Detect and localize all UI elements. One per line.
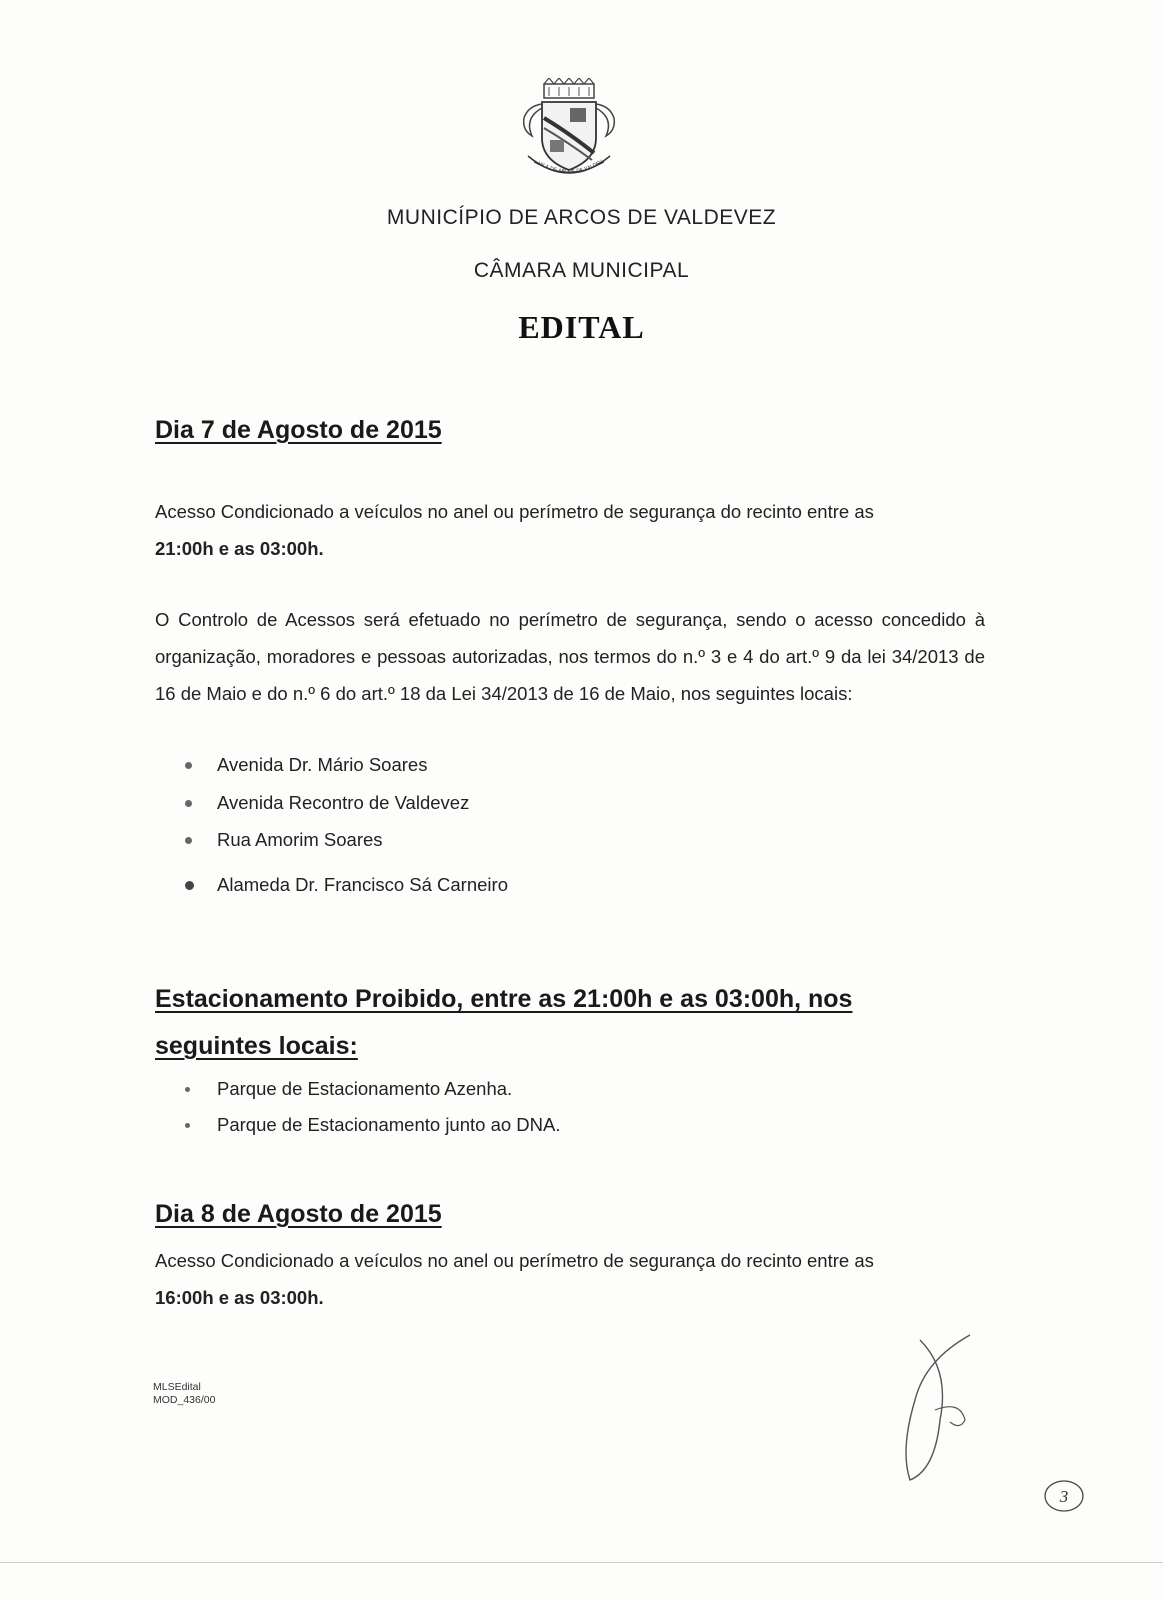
section-heading-day-8: Dia 8 de Agosto de 2015 <box>155 1200 442 1228</box>
section-heading-parking-line1: Estacionamento Proibido, entre as 21:00h e as 03:00h, nos <box>155 985 853 1013</box>
location-label: Avenida Recontro de Valdevez <box>217 792 470 813</box>
parking-location-label: Parque de Estacionamento Azenha. <box>217 1078 513 1099</box>
section3-access-text: Acesso Condicionado a veículos no anel ou perímetro de segurança do recinto entre as <box>155 1250 874 1271</box>
section1-access-text: Acesso Condicionado a veículos no anel ou perímetro de segurança do recinto entre as <box>155 501 874 522</box>
bullet-icon <box>185 762 192 769</box>
bullet-icon <box>185 1087 190 1092</box>
section-heading-parking-line2: seguintes locais: <box>155 1032 358 1060</box>
footer-line-1: MLSEdital <box>153 1381 201 1393</box>
footer-ref <box>153 1381 215 1407</box>
handwritten-signature <box>890 1330 1000 1510</box>
location-label: Rua Amorim Soares <box>217 829 383 850</box>
document-type-title: EDITAL <box>518 309 645 345</box>
section3-access-hours: 16:00h e as 03:00h. <box>155 1287 324 1308</box>
section3-access-paragraph <box>155 1242 985 1316</box>
bullet-icon <box>185 800 192 807</box>
section1-control-paragraph: O Controlo de Acessos será efetuado no perímetro de segurança, sendo o acesso concedido à organização, moradores e pessoas autorizadas, nos termos do n.º 3 e 4 do art.º 9 da lei 34/2013 de 16 de Maio e do n.º 6 do art.º 18 da Lei 34/2013 de 16 de Maio, nos seguintes locais: <box>155 609 985 704</box>
bullet-icon <box>185 837 192 844</box>
bullet-icon <box>185 1123 190 1128</box>
location-label: Avenida Dr. Mário Soares <box>217 754 428 775</box>
bullet-icon <box>185 881 194 890</box>
section1-access-hours: 21:00h e as 03:00h. <box>155 538 324 559</box>
footer-line-2: MOD_436/00 <box>153 1394 216 1406</box>
page-number-stamp <box>1042 1478 1086 1514</box>
location-label: Alameda Dr. Francisco Sá Carneiro <box>217 874 508 895</box>
seal-ribbon-text: VILA DE ARCOS DE VALDEV <box>536 159 605 176</box>
coat-of-arms-seal <box>514 78 624 190</box>
parking-location-label: Parque de Estacionamento junto ao DNA. <box>217 1114 561 1135</box>
scan-edge-line <box>0 1562 1163 1563</box>
municipality-title: MUNICÍPIO DE ARCOS DE VALDEVEZ <box>386 206 777 229</box>
page-number: 3 <box>1059 1487 1069 1506</box>
section-heading-day-7: Dia 7 de Agosto de 2015 <box>155 416 442 444</box>
section1-access-paragraph <box>155 493 985 567</box>
chamber-title: CÂMARA MUNICIPAL <box>473 259 690 282</box>
